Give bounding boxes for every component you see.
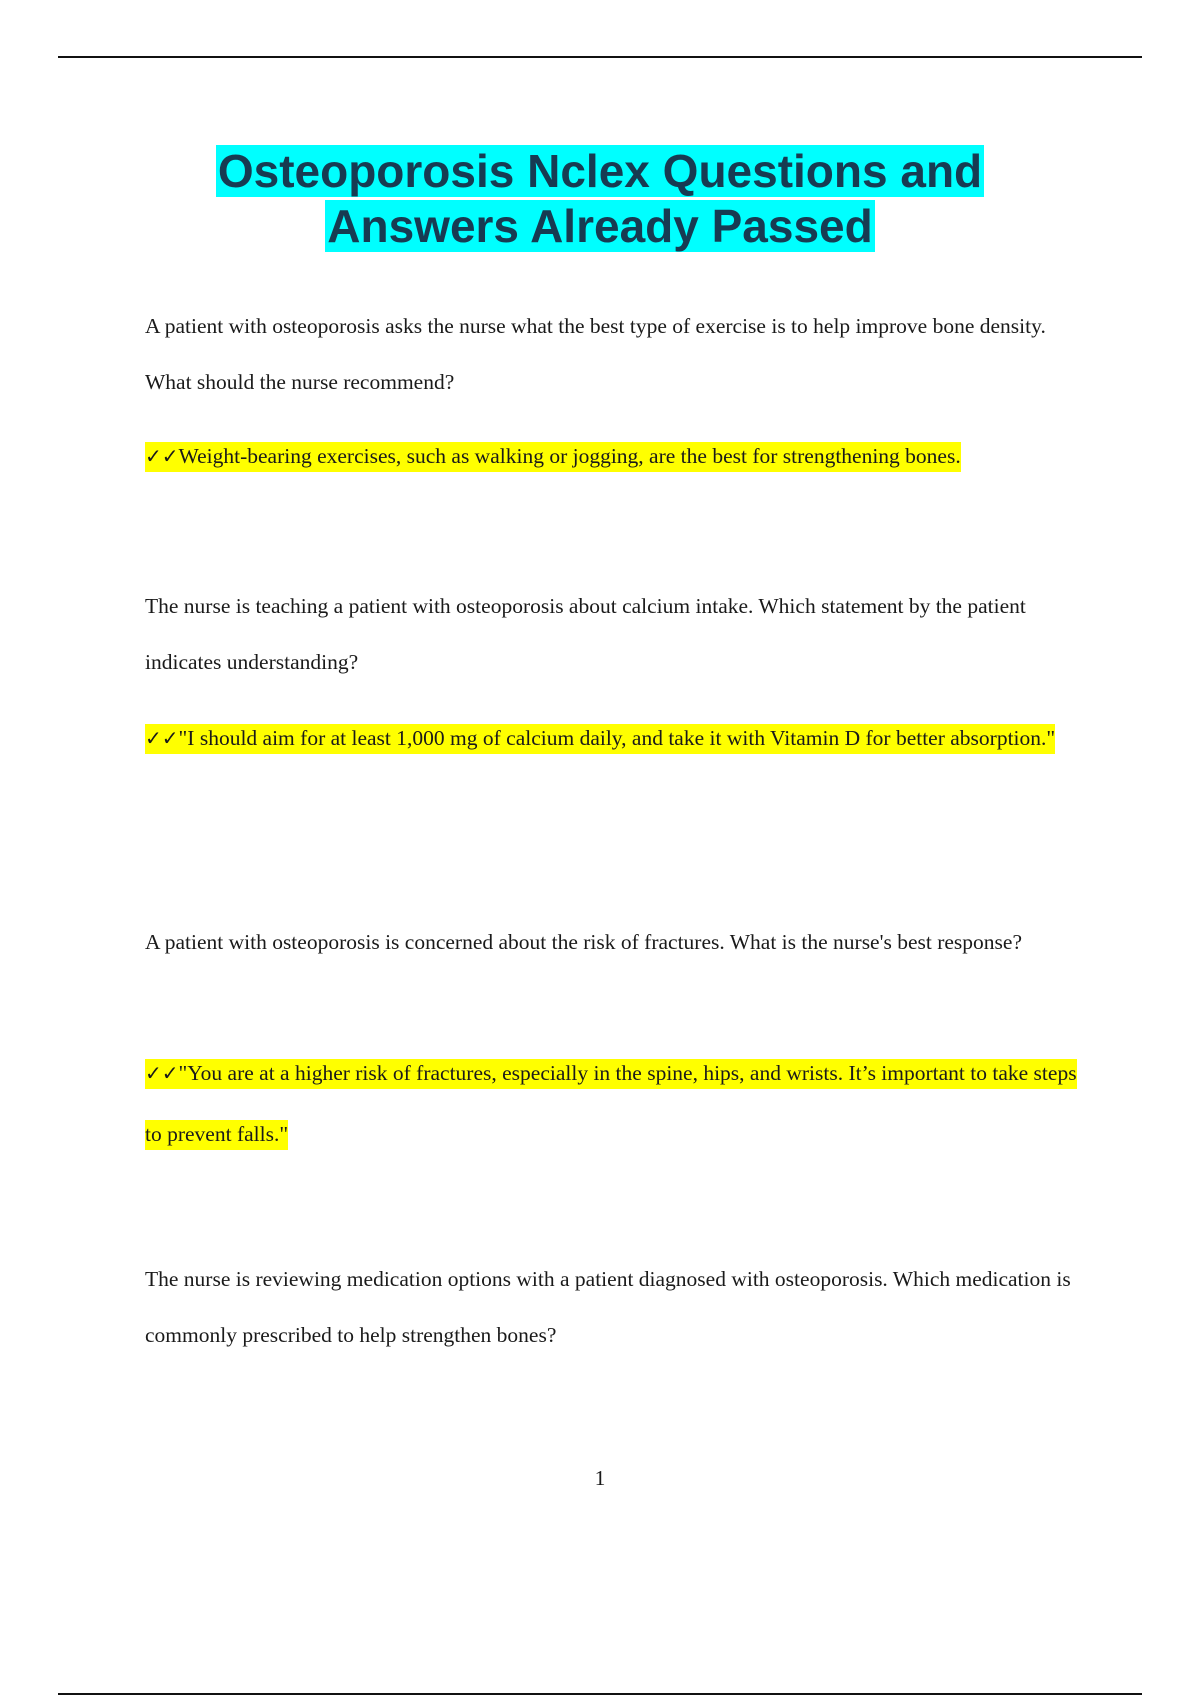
double-check-icon: ✓✓ (145, 444, 179, 468)
document-title (0, 144, 1200, 254)
answer-1-highlight (145, 442, 961, 472)
double-check-icon: ✓✓ (145, 1061, 179, 1085)
answer-2-text: "I should aim for at least 1,000 mg of calcium daily, and take it with Vitamin D for better absorption." (178, 726, 1056, 750)
footer-rule (58, 1693, 1142, 1695)
answer-2-highlight (145, 724, 1055, 754)
title-line-2: Answers Already Passed (327, 200, 873, 252)
answer-3-highlight (145, 1059, 1077, 1150)
page-number: 1 (594, 1466, 606, 1490)
answer-2 (145, 708, 1090, 769)
answer-1-text: Weight-bearing exercises, such as walking or jogging, are the best for strengthening bones. (178, 444, 961, 468)
answer-1 (145, 426, 1090, 487)
question-1: A patient with osteoporosis asks the nurse what the best type of exercise is to help improve bone density. What should the nurse recommend? (145, 314, 1046, 394)
question-3: A patient with osteoporosis is concerned about the risk of fractures. What is the nurse's best response? (145, 930, 1022, 954)
answer-3 (145, 1043, 1090, 1165)
question-2: The nurse is teaching a patient with osteoporosis about calcium intake. Which statement by the patient indicates understanding? (145, 594, 1026, 674)
answer-3-text: "You are at a higher risk of fractures, especially in the spine, hips, and wrists. It’s important to take steps to prevent falls." (145, 1061, 1077, 1146)
header-rule (58, 56, 1142, 58)
double-check-icon: ✓✓ (145, 726, 179, 750)
title-line-1: Osteoporosis Nclex Questions and (217, 145, 983, 197)
question-4: The nurse is reviewing medication options with a patient diagnosed with osteoporosis. Which medication is commonly prescribed to help strengthen bones? (145, 1267, 1071, 1347)
